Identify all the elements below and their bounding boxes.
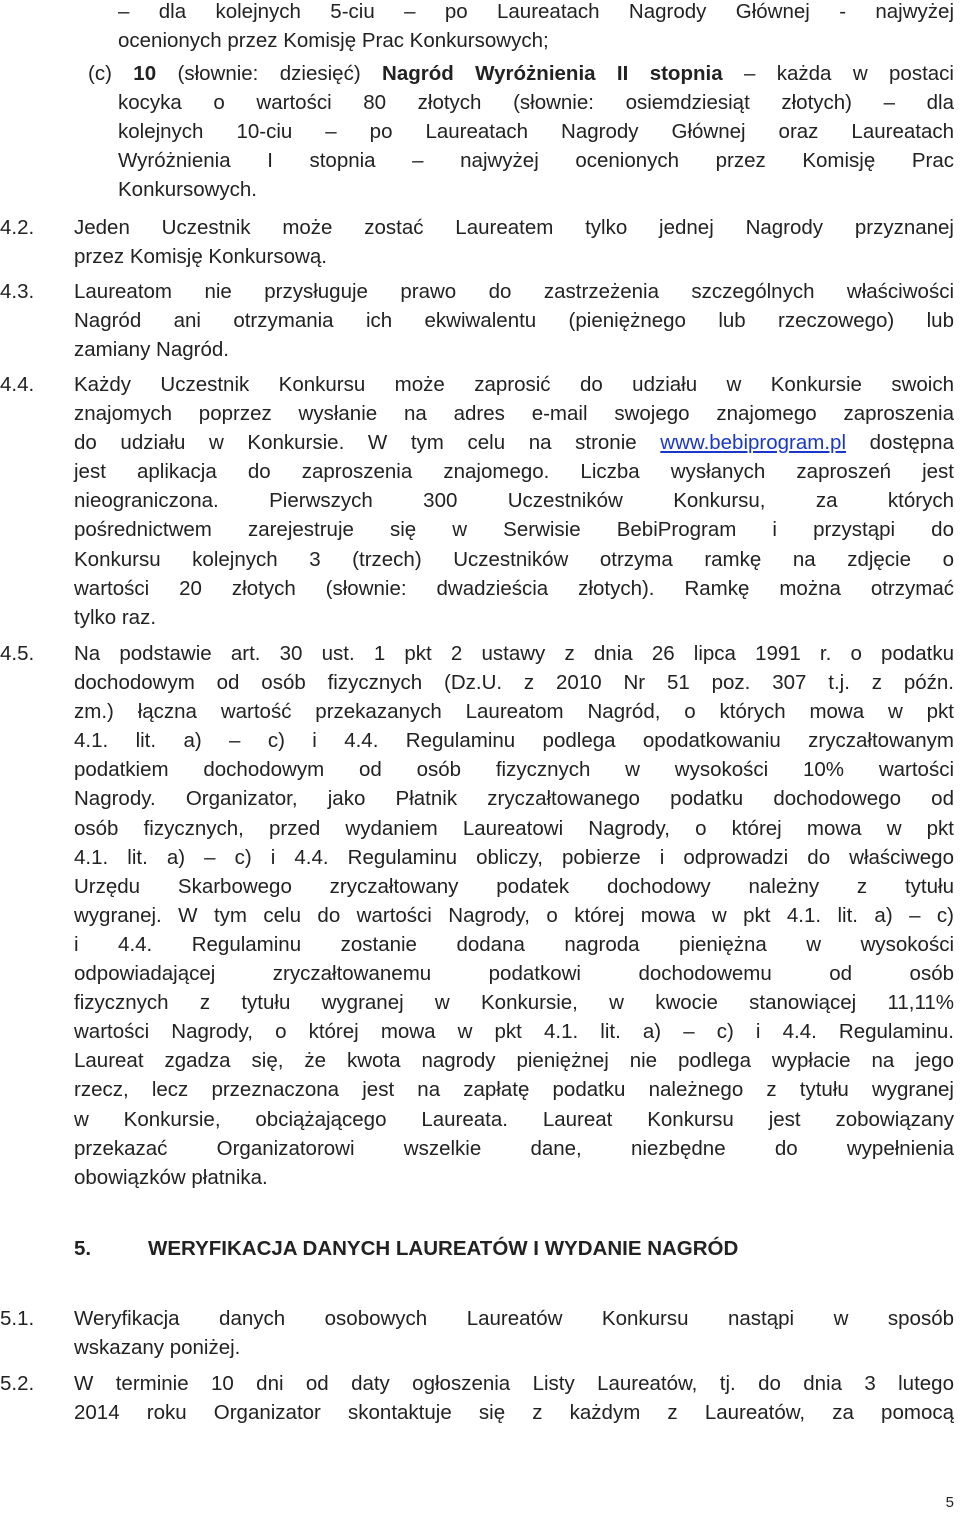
section-line: znajomych poprzez wysłanie na adres e-mail swojego znajomego zaproszenia (74, 402, 954, 426)
section-line: Nagród ani otrzymania ich ekwiwalentu (pieniężnego lub rzeczowego) lub (74, 309, 954, 333)
section-text: dostępna (846, 431, 954, 455)
section-line: 2014 roku Organizator skontaktuje się z każdym z Laureatów, za pomocą (74, 1401, 954, 1425)
list-item-c-line: kolejnych 10-ciu – po Laureatach Nagrody Głównej oraz Laureatach (118, 120, 954, 144)
section-number: 4.4. (0, 373, 35, 396)
section-4-2 (74, 213, 954, 271)
section-line: Weryfikacja danych osobowych Laureatów Konkursu nastąpi w sposób (74, 1307, 954, 1330)
section-line: W terminie 10 dni od daty ogłoszenia Listy Laureatów, tj. do dnia 3 lutego (74, 1372, 954, 1395)
section-line: Laureatom nie przysługuje prawo do zastrzeżenia szczególnych właściwości (74, 280, 954, 303)
item-c-rest: – każda w postaci (722, 62, 954, 85)
section-line: tylko raz. (74, 605, 157, 629)
section-line: 4.1. lit. a) – c) i 4.4. Regulaminu obliczy, pobierze i odprowadzi do właściwego (74, 845, 954, 869)
section-heading-number: 5. (74, 1237, 92, 1260)
section-line: Laureat zgadza się, że kwota nagrody pieniężnej nie podlega wypłacie na jego (74, 1049, 954, 1073)
item-c-count-words: (słownie: dziesięć) (156, 62, 383, 85)
list-item-c-line: Konkursowych. (118, 178, 258, 202)
section-5-1 (74, 1304, 954, 1362)
section-line: wygranej. W tym celu do wartości Nagrody, o której mowa w pkt 4.1. lit. a) – c) (74, 903, 954, 927)
list-item-c-continuation (118, 88, 954, 204)
item-c-award: Nagród Wyróżnienia II stopnia (382, 62, 723, 85)
item-c-count: 10 (133, 62, 157, 85)
section-line: Na podstawie art. 30 ust. 1 pkt 2 ustawy z dnia 26 lipca 1991 r. o podatku (74, 642, 954, 665)
section-text: do udziału w Konkursie. W tym celu na stronie (74, 431, 661, 455)
section-line: zamiany Nagród. (74, 338, 229, 362)
section-line: w Konkursie, obciążającego Laureata. Laureat Konkursu jest zobowiązany (74, 1107, 954, 1131)
list-item-c (88, 59, 954, 88)
section-line: obowiązków płatnika. (74, 1165, 268, 1189)
section-number: 4.3. (0, 280, 35, 303)
section-line: wskazany poniżej. (74, 1336, 241, 1360)
section-line: przekazać Organizatorowi wszelkie dane, niezbędne do wypełnienia (74, 1136, 954, 1160)
section-line: Jeden Uczestnik może zostać Laureatem tylko jednej Nagrody przyznanej (74, 216, 954, 239)
section-heading-title: WERYFIKACJA DANYCH LAUREATÓW I WYDANIE NAGRÓD (148, 1237, 739, 1260)
section-line: wartości 20 złotych (słownie: dwadzieścia złotych). Ramkę można otrzymać (74, 576, 954, 600)
section-line: Każdy Uczestnik Konkursu może zaprosić do udziału w Konkursie swoich (74, 373, 954, 396)
section-line: nieograniczona. Pierwszych 300 Uczestników Konkursu, za których (74, 489, 954, 513)
section-number: 4.5. (0, 642, 35, 665)
section-line: Nagrody. Organizator, jako Płatnik zryczałtowanego podatku dochodowego od (74, 787, 954, 811)
section-4-5 (74, 639, 954, 1192)
section-number: 4.2. (0, 216, 35, 239)
section-number: 5.2. (0, 1372, 35, 1395)
dash-item-line: ocenionych przez Komisję Prac Konkursowych; (118, 29, 549, 53)
section-5-2 (74, 1369, 954, 1427)
section-line: i 4.4. Regulaminu zostanie dodana nagroda pieniężna w wysokości (74, 932, 954, 956)
section-line: fizycznych z tytułu wygranej w Konkursie, w kwocie stanowiącej 11,11% (74, 991, 954, 1015)
item-c-prefix: (c) (88, 62, 134, 85)
section-line: Konkursu kolejnych 3 (trzech) Uczestników otrzyma ramkę na zdjęcie o (74, 547, 954, 571)
section-line: rzecz, lecz przeznaczona jest na zapłatę podatku należnego z tytułu wygranej (74, 1078, 954, 1102)
section-line: odpowiadającej zryczałtowanemu podatkowi dochodowemu od osób (74, 962, 954, 986)
section-number: 5.1. (0, 1307, 35, 1330)
section-line: dochodowym od osób fizycznych (Dz.U. z 2010 Nr 51 poz. 307 t.j. z późn. (74, 671, 954, 695)
list-item-c-line: Wyróżnienia I stopnia – najwyżej ocenionych przez Komisję Prac (118, 149, 954, 173)
section-line: przez Komisję Konkursową. (74, 245, 327, 269)
list-item-c-line: kocyka o wartości 80 złotych (słownie: osiemdziesiąt złotych) – dla (118, 91, 954, 114)
dash-item-line: – dla kolejnych 5-ciu – po Laureatach Nagrody Głównej - najwyżej (118, 0, 954, 23)
page-number: 5 (945, 1494, 954, 1511)
section-line (74, 428, 954, 457)
section-4-4 (74, 370, 954, 632)
section-line: zm.) łączna wartość przekazanych Laureatom Nagród, o których mowa w pkt (74, 700, 954, 724)
list-item-c-line (88, 59, 954, 88)
section-4-3 (74, 277, 954, 364)
section-line: Urzędu Skarbowego zryczałtowany podatek dochodowy należny z tytułu (74, 874, 954, 898)
bebiprogram-link[interactable]: www.bebiprogram.pl (660, 431, 847, 455)
section-line: osób fizycznych, przed wydaniem Laureatowi Nagrody, o której mowa w pkt (74, 816, 954, 840)
section-line: 4.1. lit. a) – c) i 4.4. Regulaminu podlega opodatkowaniu zryczałtowanym (74, 729, 954, 753)
section-line: wartości Nagrody, o której mowa w pkt 4.1. lit. a) – c) i 4.4. Regulaminu. (74, 1020, 954, 1044)
section-line: podatkiem dochodowym od osób fizycznych w wysokości 10% wartości (74, 758, 954, 782)
dash-item (118, 0, 954, 55)
section-line: pośrednictwem zarejestruje się w Serwisie BebiProgram i przystąpi do (74, 518, 954, 542)
section-line: jest aplikacja do zaproszenia znajomego. Liczba wysłanych zaproszeń jest (74, 460, 954, 484)
